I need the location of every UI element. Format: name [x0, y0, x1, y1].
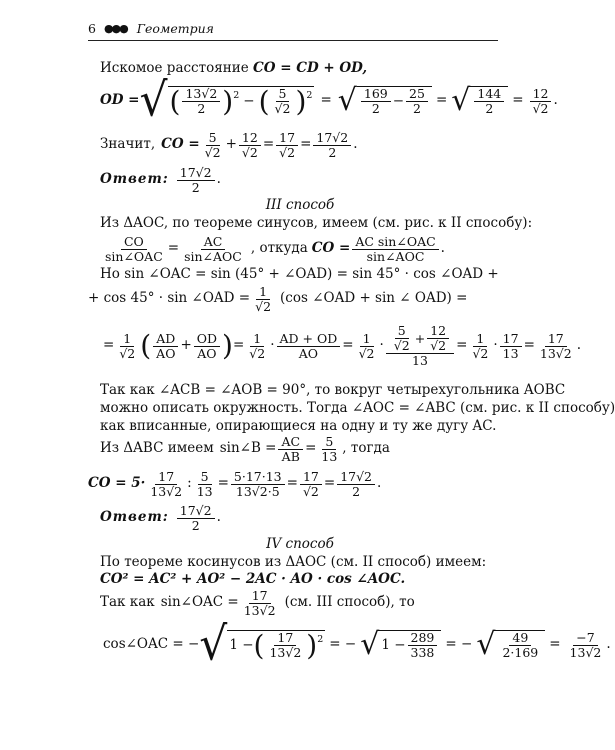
numerator: 17√2 [177, 166, 215, 181]
fraction [469, 332, 491, 361]
fraction [272, 87, 294, 116]
numerator: 49 [509, 631, 531, 646]
expression: + cos 45° · sin ∠OAD = [88, 290, 251, 307]
period: . [377, 475, 382, 492]
denominator: sin∠AOC [184, 248, 242, 264]
operator: = [305, 440, 317, 457]
expression: (cos ∠OAD + sin ∠ OAD) = [280, 290, 468, 307]
numerator: 17√2 [177, 504, 215, 519]
numerator: 144 [474, 87, 504, 102]
radicand [168, 86, 315, 116]
operator: + [180, 337, 192, 354]
numerator: 1 [120, 332, 134, 347]
exponent: 2 [233, 89, 240, 101]
fraction [427, 324, 449, 353]
fraction [177, 166, 215, 195]
expression: sin∠B = [219, 440, 277, 457]
denominator: √2 [119, 345, 136, 361]
paragraph-line-3: как вписанные, опирающиеся на одну и ту же дугу AC. [100, 418, 497, 434]
sqrt-expression [476, 627, 545, 662]
operator: : [187, 475, 192, 492]
period: . [440, 240, 445, 257]
fraction [391, 324, 413, 353]
operator: = [217, 475, 229, 492]
line-sin-expansion: Но sin ∠OAC = sin (45° + ∠OAD) = sin 45° · cos ∠OAD + [100, 266, 499, 282]
numerator: 5 [395, 324, 409, 339]
header-ornament: ●●● [103, 21, 127, 35]
radical-sign: √ [199, 617, 228, 672]
denominator: √2 [302, 483, 319, 499]
fraction [246, 332, 268, 361]
fraction [408, 631, 438, 660]
radicand [495, 630, 545, 660]
numerator: 1 [256, 285, 270, 300]
fraction [177, 504, 215, 533]
operator: = [456, 337, 468, 354]
fraction [356, 332, 378, 361]
period: . [576, 337, 581, 354]
denominator: 13√2 [150, 483, 183, 499]
word: (см. III способ), то [284, 594, 415, 611]
operator: = [323, 475, 336, 492]
denominator: 13√2 [269, 645, 302, 660]
lhs: CO = [311, 240, 351, 257]
denominator: √2 [241, 144, 258, 160]
word: , откуда [250, 240, 308, 257]
denominator: 13√2 [569, 644, 602, 660]
paren: ( [258, 84, 270, 118]
numerator: −7 [573, 631, 597, 646]
fraction [278, 435, 303, 464]
numerator: 289 [408, 631, 438, 646]
denominator: 338 [410, 645, 435, 660]
paren: ) [222, 329, 233, 362]
operator: = [286, 475, 298, 492]
sqrt-expression [199, 617, 325, 672]
numerator: AC [201, 235, 226, 250]
operator: = [167, 240, 180, 257]
fraction [313, 131, 351, 160]
expression: sin∠OAC = [160, 594, 239, 611]
denominator: AB [281, 448, 300, 464]
answer-label: Ответ: [100, 171, 169, 188]
fraction [567, 631, 605, 660]
operator: = [320, 92, 332, 109]
period: . [353, 136, 358, 153]
operator: = [342, 337, 354, 354]
lhs: cos∠OAC = − [103, 636, 200, 653]
fraction [352, 235, 438, 264]
word: , тогда [342, 440, 390, 457]
fraction [202, 131, 224, 160]
page-number: 6 [88, 20, 96, 36]
numerator: 17 [300, 470, 322, 485]
denominator: √2 [274, 101, 291, 116]
fraction [116, 332, 138, 361]
paragraph-line-1: Так как ∠ACB = ∠AOB = 90°, то вокруг четырехугольника AOBC [100, 382, 566, 398]
denominator: 2 [191, 179, 200, 195]
radical-sign: √ [139, 73, 168, 128]
paren: ( [253, 628, 265, 662]
fraction [102, 235, 166, 264]
numerator: 5 [206, 131, 220, 146]
numerator: OD [194, 332, 220, 347]
numerator: CO [121, 235, 147, 250]
denominator: sin∠OAC [105, 248, 163, 264]
numerator: 17 [249, 589, 271, 604]
line-cosine-law: По теореме косинусов из ΔAOC (см. II способ) имеем: [100, 554, 487, 570]
denominator: 2 [197, 101, 206, 116]
denominator: 13√2 [243, 602, 276, 618]
denominator: AO [156, 345, 176, 361]
paren: ) [222, 84, 234, 118]
formula-sine-ratio [100, 234, 445, 264]
radical-sign: √ [476, 627, 496, 662]
fraction [239, 131, 261, 160]
fraction [277, 332, 341, 361]
lhs: CO = [161, 136, 200, 153]
numerator: 17 [500, 332, 522, 347]
exponent: 2 [317, 633, 324, 645]
numerator: 17 [274, 631, 296, 646]
page-header [88, 16, 498, 41]
lhs: OD = [100, 92, 140, 109]
section-title: Геометрия [136, 20, 214, 36]
formula: CO = CD + OD, [253, 60, 368, 76]
period: . [216, 509, 221, 526]
exponent: 2 [306, 89, 313, 101]
paren: ( [169, 84, 181, 118]
sqrt-expression [337, 83, 432, 118]
operator: + [414, 330, 426, 346]
operator: = [300, 136, 312, 153]
period: . [553, 92, 558, 109]
method-4-heading: IV способ [266, 536, 334, 552]
fraction [474, 87, 504, 116]
denominator: 13√2·5 [235, 483, 280, 499]
operator: + [225, 136, 237, 153]
operator: = [103, 337, 115, 354]
paren: ) [295, 84, 307, 118]
denominator: √2 [249, 345, 266, 361]
numerator: 12 [239, 131, 261, 146]
numerator: 1 [360, 332, 374, 347]
period: . [606, 636, 611, 653]
denominator: AO [298, 345, 319, 361]
operator: = [435, 92, 448, 109]
denominator: 13 [321, 448, 338, 464]
fraction [406, 87, 428, 116]
formula-chain [103, 318, 581, 374]
formula-od [100, 73, 558, 128]
denominator: √2 [204, 144, 221, 160]
numerator: AD [153, 332, 178, 347]
numerator: 17√2 [337, 470, 375, 485]
denominator: 2 [413, 101, 421, 116]
denominator: 2 [485, 101, 494, 116]
sqrt-expression [139, 73, 314, 128]
formula-sin-oac [100, 588, 415, 618]
word: Из ΔABC имеем [100, 440, 214, 457]
numerator: 169 [361, 87, 391, 102]
fraction [231, 470, 285, 499]
fraction [147, 470, 185, 499]
fraction [252, 285, 274, 314]
answer-label: Ответ: [100, 509, 169, 526]
denominator: 13√2 [539, 345, 572, 361]
operator: = [523, 337, 535, 354]
numerator: 5·17·13 [231, 470, 285, 485]
numerator: 13√2 [182, 87, 220, 102]
text-phrase: Искомое расстояние [100, 60, 249, 76]
formula-cos-continuation [88, 284, 467, 314]
period: . [216, 171, 221, 188]
operator: = [232, 337, 245, 354]
operator: = − [445, 636, 473, 653]
lhs: CO = 5· [88, 475, 146, 492]
radicand [379, 630, 441, 660]
denominator: √2 [255, 298, 272, 314]
operator: − [392, 92, 405, 109]
denominator: 2 [191, 517, 200, 533]
fraction [194, 470, 216, 499]
denominator: 13 [502, 345, 519, 361]
paragraph-line-2: можно описать окружность. Тогда ∠AOC = ∠ABC (см. рис. к II способу) [100, 400, 615, 416]
fraction [499, 631, 541, 660]
method-3-heading: III способ [265, 197, 335, 213]
radicand [470, 86, 508, 116]
operator: · [493, 337, 498, 354]
denominator: √2 [279, 144, 296, 160]
answer-2 [100, 504, 221, 532]
denominator: √2 [358, 345, 375, 361]
operator: = − [329, 636, 357, 653]
operator: − [243, 92, 255, 109]
word: Значит, [100, 136, 156, 153]
fraction [182, 87, 220, 116]
formula-sinb [100, 434, 390, 464]
sqrt-expression [451, 83, 508, 118]
denominator: √2 [532, 100, 549, 116]
answer-1 [100, 166, 221, 194]
expression: 1 − [229, 636, 254, 653]
operator: = [512, 92, 524, 109]
radical-sign: √ [360, 627, 380, 662]
operator: · [379, 337, 384, 354]
denominator: √2 [430, 338, 447, 354]
fraction [530, 87, 552, 116]
radicand [227, 630, 325, 660]
numerator: AC [278, 435, 303, 450]
denominator: 2·169 [502, 645, 539, 660]
numerator: 17√2 [313, 131, 351, 146]
numerator: 17 [276, 131, 298, 146]
fraction [537, 332, 575, 361]
denominator: √2 [472, 345, 489, 361]
formula-co-calc [88, 468, 381, 500]
denominator: sin∠AOC [366, 248, 425, 264]
numerator: 12 [530, 87, 552, 102]
compound-numerator [386, 324, 454, 354]
fraction [194, 332, 220, 361]
denominator: 13 [196, 483, 213, 499]
operator: · [270, 337, 275, 354]
fraction [500, 332, 522, 361]
fraction [361, 87, 391, 116]
fraction [181, 235, 245, 264]
radical-sign: √ [451, 83, 471, 118]
radical-sign: √ [337, 83, 357, 118]
formula-cos-oac [103, 617, 611, 672]
numerator: 5 [276, 87, 290, 102]
fraction [318, 435, 340, 464]
denominator: 2 [371, 101, 380, 116]
numerator: 12 [427, 324, 449, 339]
radicand [357, 86, 432, 116]
numerator: 17 [545, 332, 567, 347]
numerator: 5 [198, 470, 212, 485]
fraction [300, 470, 322, 499]
numerator: 1 [473, 332, 487, 347]
numerator: AD + OD [277, 332, 341, 347]
numerator: AC sin∠OAC [352, 235, 438, 250]
fraction [241, 589, 279, 618]
fraction [337, 470, 375, 499]
word: Так как [100, 594, 155, 611]
expression: 1 − [381, 636, 406, 653]
sqrt-expression [360, 627, 441, 662]
operator: = [549, 636, 561, 653]
denominator: √2 [393, 338, 410, 354]
numerator: 1 [250, 332, 264, 347]
paren: ( [140, 329, 152, 362]
denominator: 2 [328, 144, 337, 160]
fraction [153, 332, 178, 361]
paren: ) [306, 628, 318, 662]
formula-cosine-law: CO² = AC² + AO² − 2AC · AO · cos ∠AOC. [100, 571, 406, 587]
operator: = [262, 136, 275, 153]
line-co-result [100, 130, 358, 160]
line-sine-law: Из ΔAOC, по теореме синусов, имеем (см. рис. к II способу): [100, 215, 533, 231]
fraction [276, 131, 298, 160]
compound-fraction [386, 324, 454, 367]
compound-denominator: 13 [412, 352, 428, 368]
denominator: 2 [352, 483, 361, 499]
numerator: 17 [155, 470, 177, 485]
numerator: 5 [322, 435, 336, 450]
numerator: 25 [406, 87, 428, 102]
denominator: AO [197, 345, 217, 361]
fraction [266, 631, 304, 660]
